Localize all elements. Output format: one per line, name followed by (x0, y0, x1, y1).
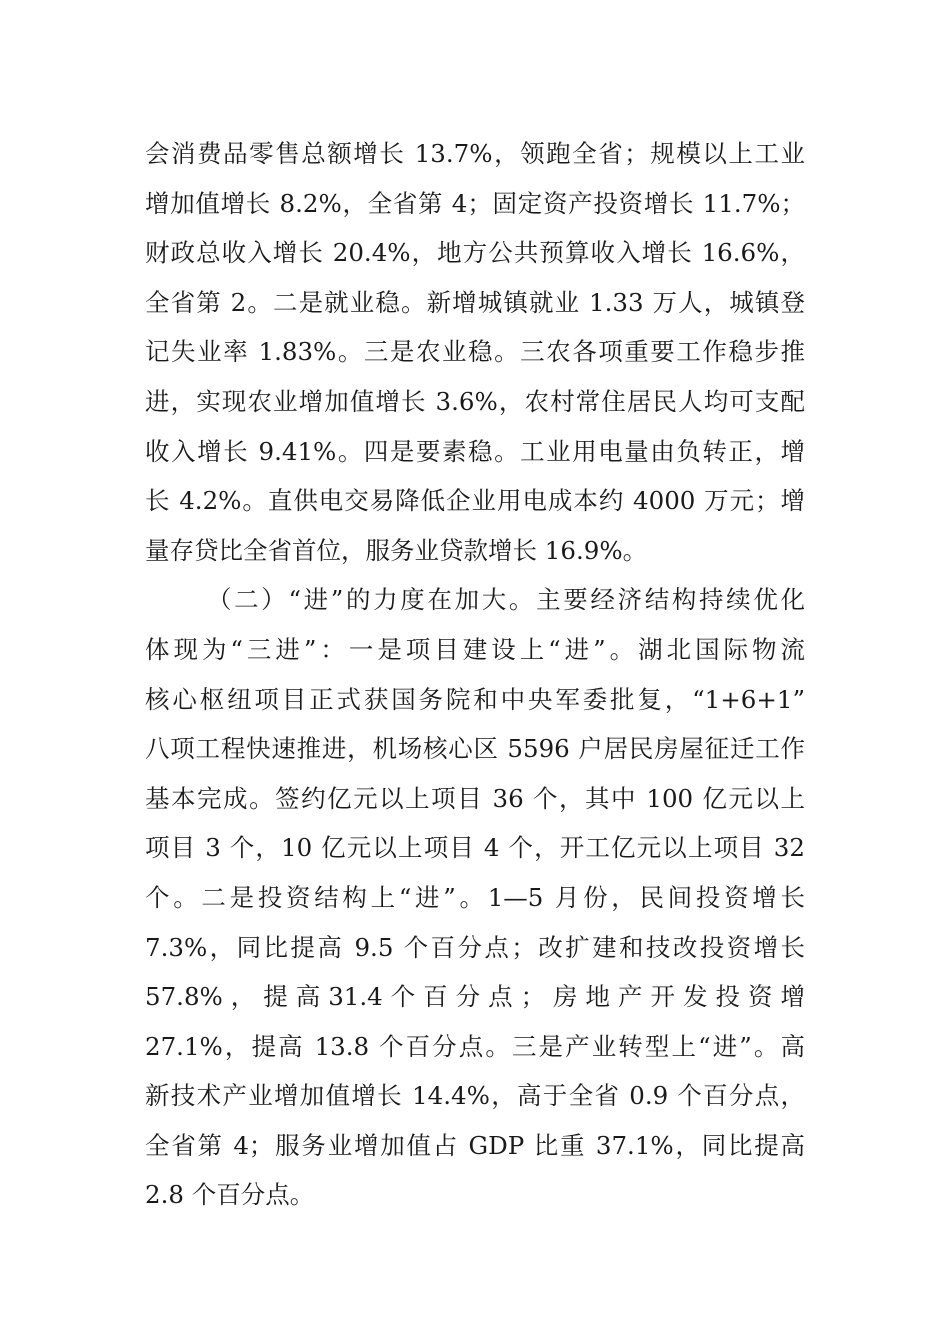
text-line: 2.8 个百分点。 (145, 1180, 315, 1210)
text-line: 项目 3 个，10 亿元以上项目 4 个，开工亿元以上项目 32 (145, 833, 805, 863)
text-line: 体现为“三进”：一是项目建设上“进”。湖北国际物流 (145, 634, 805, 664)
text-line: 进，实现农业增加值增长 3.6%，农村常住居民人均可支配 (145, 386, 805, 416)
text-line: 增加值增长 8.2%，全省第 4；固定资产投资增长 11.7%； (145, 188, 805, 218)
text-line: 记失业率 1.83%。三是农业稳。三农各项重要工作稳步推 (145, 337, 805, 367)
text-line: 财政总收入增长 20.4%，地方公共预算收入增长 16.6%， (145, 238, 805, 268)
text-line: 7.3%，同比提高 9.5 个百分点；改扩建和技改投资增长 (145, 932, 805, 962)
text-line: 个。二是投资结构上“进”。1—5 月份，民间投资增长 (145, 882, 805, 912)
text-line: 全省第 4；服务业增加值占 GDP 比重 37.1%，同比提高 (145, 1130, 805, 1160)
text-line: 会消费品零售总额增长 13.7%，领跑全省；规模以上工业 (145, 139, 805, 168)
text-line: 量存贷比全省首位，服务业贷款增长 16.9%。 (145, 535, 648, 565)
text-line: 核心枢纽项目正式获国务院和中央军委批复，“1+6+1” (145, 684, 805, 714)
text-line: 基本完成。签约亿元以上项目 36 个，其中 100 亿元以上 (145, 783, 805, 813)
paragraph-first-line: （二）“进”的力度在加大。主要经济结构持续优化 (207, 585, 805, 615)
text-line: 新技术产业增加值增长 14.4%，高于全省 0.9 个百分点， (145, 1081, 805, 1111)
body-text (145, 129, 805, 1220)
text-line: 长 4.2%。直供电交易降低企业用电成本约 4000 万元；增 (145, 486, 805, 516)
text-line: 27.1%，提高 13.8 个百分点。三是产业转型上“进”。高 (145, 1031, 805, 1061)
text-line: 收入增长 9.41%。四是要素稳。工业用电量由负转正，增 (145, 436, 805, 466)
text-line: 八项工程快速推进，机场核心区 5596 户居民房屋征迁工作 (145, 734, 805, 764)
text-line: 57.8% ， 提 高 31.4 个 百 分 点 ； 房 地 产 开 发 投 资 增 (145, 982, 805, 1012)
text-line: 全省第 2。二是就业稳。新增城镇就业 1.33 万人，城镇登 (145, 287, 805, 317)
